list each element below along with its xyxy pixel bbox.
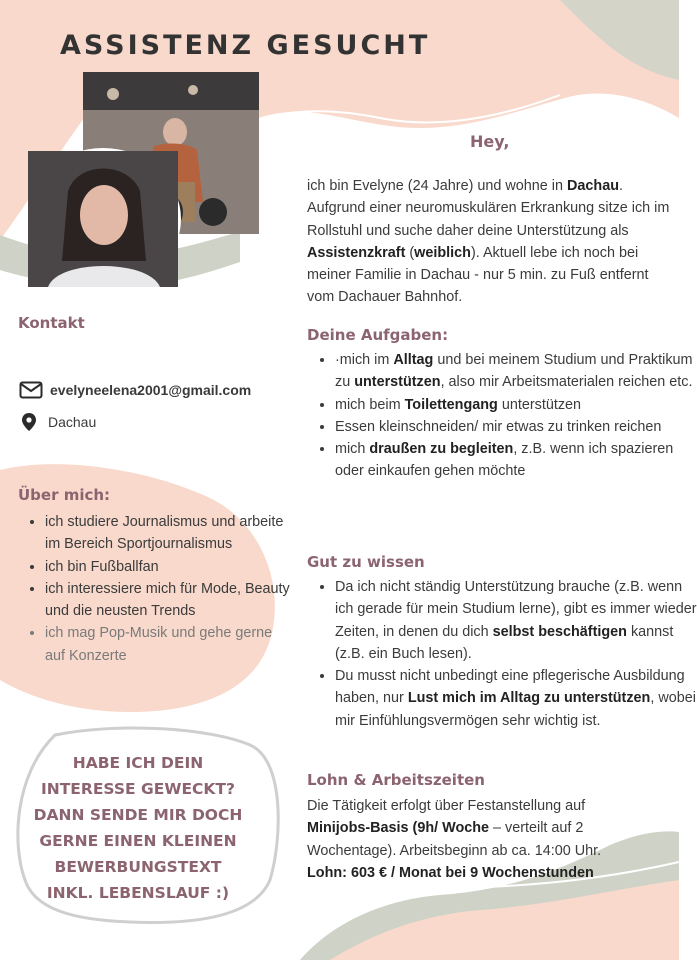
list-item: • Du musst nicht unbedingt eine pflegerische Ausbildung haben, nur Lust mich im Alltag zu unterstützen, wobei mir Einfühlungsvermögen sehr wichtig ist. xyxy=(335,665,697,732)
about-heading: Über mich: xyxy=(18,486,111,504)
list-item: • Da ich nicht ständig Unterstützung brauche (z.B. wenn ich gerade für mein Studium lerne), gibt es immer wieder Zeiten, in denen du dich selbst beschäftigen kannst (z.B. ein Buch lesen). xyxy=(335,576,697,665)
page-title: ASSISTENZ GESUCHT xyxy=(60,30,431,61)
about-list xyxy=(17,511,295,667)
contact-heading: Kontakt xyxy=(18,314,85,332)
good-to-know-heading: Gut zu wissen xyxy=(307,553,425,571)
email-address[interactable]: evelyneelena2001@gmail.com xyxy=(50,382,252,398)
email-row[interactable] xyxy=(19,381,251,399)
pay-heading: Lohn & Arbeitszeiten xyxy=(307,771,485,789)
callout-line: HABE ICH DEIN xyxy=(72,754,204,772)
list-item: • ich interessiere mich für Mode, Beauty und die neusten Trends xyxy=(45,578,295,623)
callout-line: INKL. LEBENSLAUF :) xyxy=(46,884,230,902)
callout-line: DANN SENDE MIR DOCH xyxy=(33,806,243,824)
city-row xyxy=(22,413,96,431)
list-item: • mich beim Toilettengang unterstützen xyxy=(335,394,697,416)
callout-line: BEWERBUNGSTEXT xyxy=(54,858,222,876)
good-to-know-list xyxy=(307,576,697,732)
location-pin-icon xyxy=(22,413,36,431)
list-item: • ich studiere Journalismus und arbeite im Bereich Sportjournalismus xyxy=(45,511,295,556)
call-to-action xyxy=(20,750,256,906)
portrait-photo xyxy=(25,148,181,290)
envelope-icon xyxy=(19,381,43,399)
list-item: • mich draußen zu begleiten, z.B. wenn ich spazieren oder einkaufen gehen möchte xyxy=(335,438,697,483)
pay-text: Die Tätigkeit erfolgt über Festanstellung auf Minijobs-Basis (9h/ Woche – verteilt auf 2 Wochentage). Arbeitsbeginn ab ca. 14:00 Uhr. Lohn: 603 € / Monat bei 9 Wochenstunden xyxy=(307,798,602,881)
tasks-heading: Deine Aufgaben: xyxy=(307,326,449,344)
city-name: Dachau xyxy=(48,414,97,430)
list-item: • ·mich im Alltag und bei meinem Studium und Praktikum zu unterstützen, also mir Arbeitsmaterialen reichen etc. xyxy=(335,349,697,394)
list-item: • Essen kleinschneiden/ mir etwas zu trinken reichen xyxy=(335,416,697,438)
greeting: Hey, xyxy=(470,132,510,151)
callout-line: GERNE EINEN KLEINEN xyxy=(39,832,237,850)
callout-line: INTERESSE GEWECKT? xyxy=(41,780,235,798)
intro-text: ich bin Evelyne (24 Jahre) und wohne in Dachau. Aufgrund einer neuromuskulären Erkrankung sitze ich im Rollstuhl und suche daher deine Unterstützung als Assistenzkraft (weiblich). Aktuell lebe ich noch bei meiner Familie in Dachau - nur 5 min. zu Fuß entfernt vom Dachauer Bahnhof. xyxy=(307,178,670,306)
list-item: • ich mag Pop-Musik und gehe gerne auf Konzerte xyxy=(45,622,295,667)
tasks-list xyxy=(307,349,697,483)
list-item: • ich bin Fußballfan xyxy=(45,556,295,578)
